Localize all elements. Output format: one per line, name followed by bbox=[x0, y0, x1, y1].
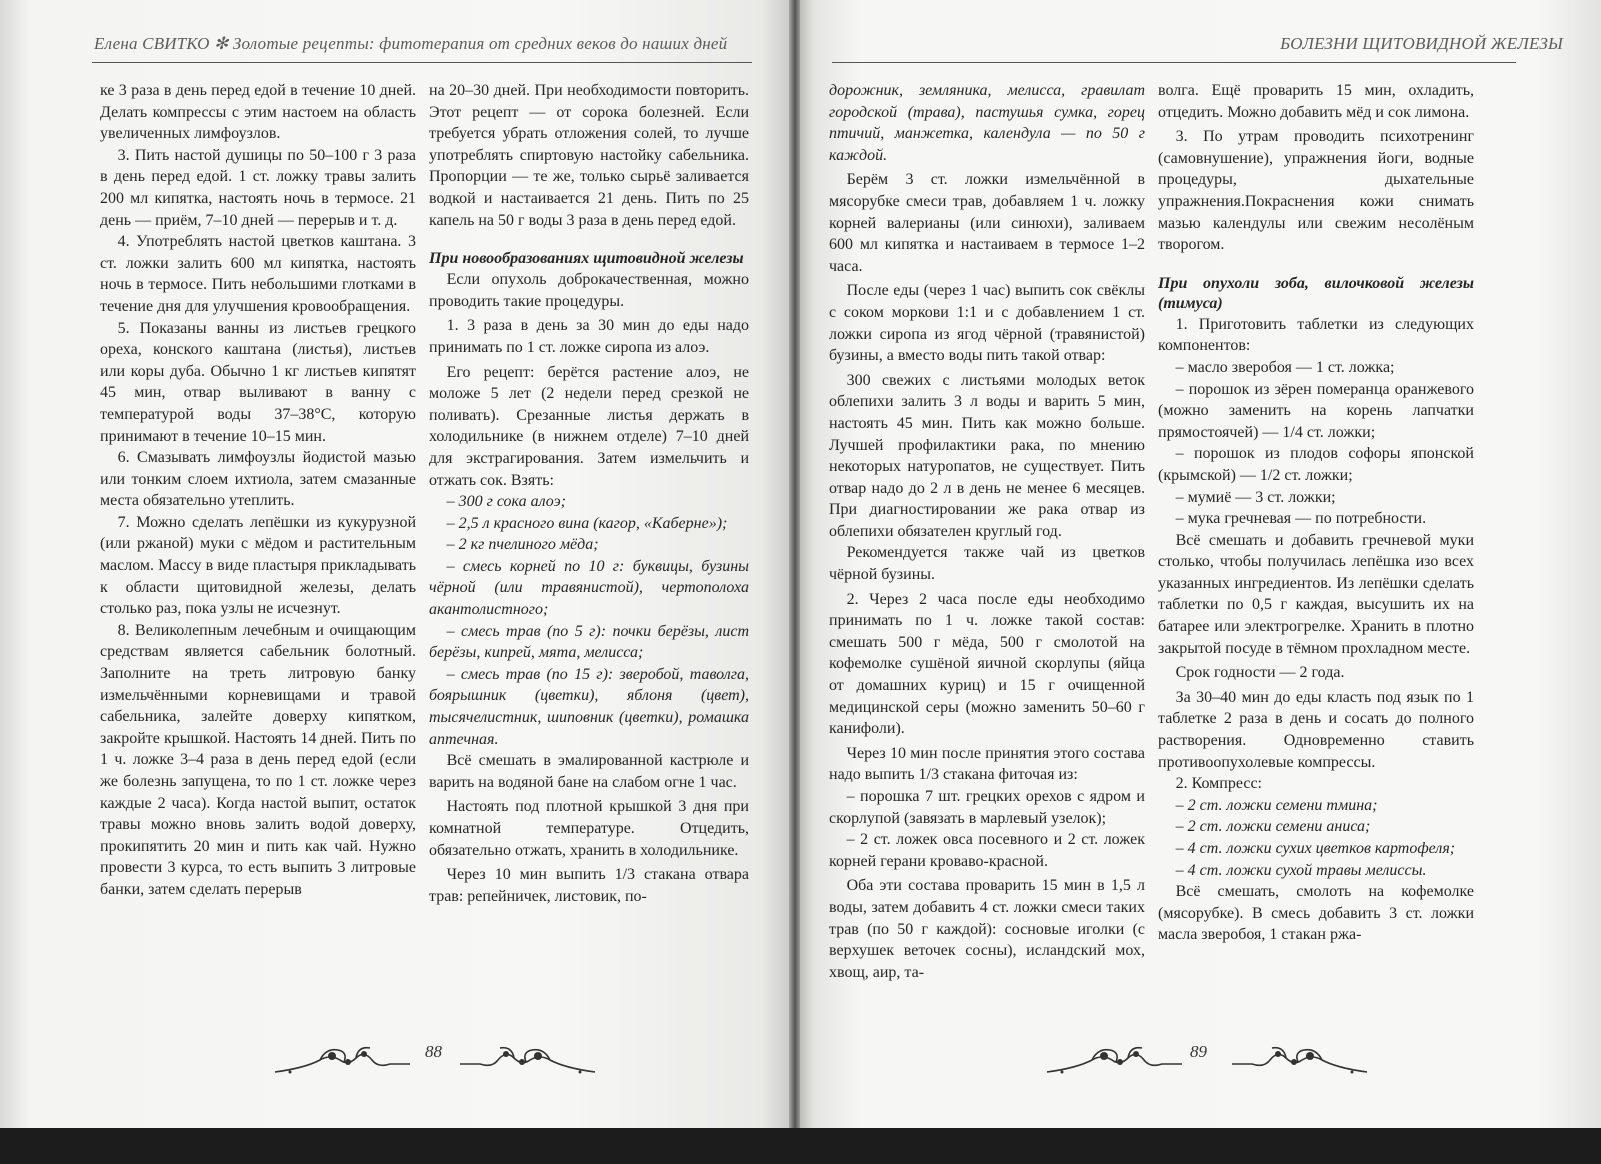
paragraph: Всё смешать, смолоть на кофемолке (мясорубке). В смесь добавить 3 ст. ложки масла зверобоя, 1 стакан ржа- bbox=[1158, 883, 1474, 944]
paragraph: Всё смешать и добавить гречневой муки столько, чтобы получилась лепёшка изо всех указанных ингредиентов. Из лепёшки сделать таблетки по 0,5 г каждая, высушить их на батарее или электрогрелке. Хранить в плотно закрытой посуде в тёмном прохладном месте. bbox=[1158, 531, 1474, 657]
paragraph: – 2 ст. ложек овса посевного и 2 ст. ложек корней герани кроваво-красной. bbox=[829, 831, 1145, 870]
paragraph: Через 10 мин выпить 1/3 стакана отвара трав: репейничек, листовик, по- bbox=[429, 866, 749, 905]
paragraph: – порошка 7 шт. грецких орехов с ядром и скорлупой (завязать в марлевый узелок); bbox=[829, 788, 1145, 827]
paragraph: – порошок из зёрен померанца оранжевого (можно заменить на корень лапчатки прямостоячей) — 1/4 ст. ложки; bbox=[1158, 380, 1474, 441]
paragraph: Настоять под плотной крышкой 3 дня при комнатной температуре. Отцедить, обязательно отжать, хранить в холодильнике. bbox=[429, 798, 749, 859]
paragraph: на 20–30 дней. При необходимости повторить. Этот рецепт — от сорока болезней. Если требуется убрать отложения солей, то лучше употреблять спиртовую настойку сабельника. Пропорции — те же, только сырьё заливается водкой и настаивается 21 день. Пить по 25 капель на 50 г воды 3 раза в день перед едой. bbox=[429, 82, 749, 229]
paragraph: Всё смешать в эмалированной кастрюле и варить на водяной бане на слабом огне 1 час. bbox=[429, 752, 749, 791]
page-number-right: 89 bbox=[1190, 1042, 1207, 1061]
paragraph: – 2,5 л красного вина (кагор, «Каберне»); bbox=[446, 514, 728, 532]
left-page bbox=[0, 0, 793, 1128]
paragraph: – смесь трав (по 15 г): зверобой, таволга, боярышник (цветки), яблоня (цвет), тысячелистник, шиповник (цветки), ромашка аптечная. bbox=[429, 665, 749, 748]
paragraph: 6. Смазывать лимфоузлы йодистой мазью или тонким слоем ихтиола, затем смазанные места обязательно утеплить. bbox=[100, 449, 416, 510]
text-column-1 bbox=[100, 80, 416, 901]
paragraph: – 2 ст. ложки семени аниса; bbox=[1175, 818, 1371, 836]
paragraph: Через 10 мин после принятия этого состава надо выпить 1/3 стакана фиточая из: bbox=[829, 744, 1145, 784]
paragraph: – смесь трав (по 5 г): почки берёзы, лист берёзы, кипрей, мята, мелисса; bbox=[429, 622, 749, 662]
paragraph: ке 3 раза в день перед едой в течение 10 дней. Делать компрессы с этим настоем на область увеличенных лимфоузлов. bbox=[100, 82, 416, 143]
paragraph: Его рецепт: берётся растение алоэ, не моложе 5 лет (2 недели перед срезкой не поливать). Срезанные листья держать в холодильнике (в нижнем отделе) 7–10 дней для экстрагирования. Затем измельчить и отжать сок. Взять: bbox=[429, 363, 749, 489]
running-header-right: БОЛЕЗНИ ЩИТОВИДНОЙ ЖЕЛЕЗЫ bbox=[1280, 34, 1563, 53]
folio-ornament-right bbox=[1032, 1038, 1382, 1088]
paragraph: – 4 ст. ложки сухих цветков картофеля; bbox=[1175, 840, 1456, 857]
paragraph: 300 свежих с листьями молодых веток облепихи залить 3 л воды и варить 5 мин, настоять 45 мин. Пить как можно больше. Лучшей профилактики рака, по мнению некоторых натуропатов, не существует. Пить отвар надо до 2 л в день не менее 6 месяцев. При диагностировании же рака отвар из облепихи обязателен круглый год. bbox=[829, 371, 1145, 540]
paragraph: 3. По утрам проводить психотренинг (самовнушение), упражнения йоги, водные процедуры, дыхательные упражнения.Покраснения кожи снимать мазью календулы или свежим несолёным творогом. bbox=[1158, 128, 1474, 254]
header-rule bbox=[832, 62, 1516, 63]
paragraph: – смесь корней по 10 г: буквицы, бузины чёрной (или травянистой), чертополоха акантолистного; bbox=[429, 557, 749, 619]
paragraph: Срок годности — 2 года. bbox=[1175, 664, 1345, 682]
paragraph: 7. Можно сделать лепёшки из кукурузной (или ржаной) муки с мёдом и растительным маслом. Массу в виде пластыря прикладывать к области щитовидной железы, делать столько раз, пока узлы не исчезнут. bbox=[100, 513, 416, 618]
paragraph: 8. Великолепным лечебным и очищающим средствам является сабельник болотный. Заполните на треть литровую банку измельчёнными корневищами и травой сабельника, залейте доверху кипятком, закройте крышкой. Настоять 14 дней. Пить по 1 ч. ложке 3–4 раза в день перед едой (если же болезнь запущена, то по 1 ст. ложке через каждые 2 часа). Когда настой выпит, остаток травы можно вновь залить водой доверху, прокипятить 20 мин и пить как чай. Нужно провести 3 курса, то есть выпить 3 литровые банки, затем сделать перерыв bbox=[100, 621, 416, 898]
paragraph: – 2 ст. ложки семени тмина; bbox=[1175, 796, 1378, 814]
section-heading: При новообразованиях щитовидной железы bbox=[429, 250, 744, 268]
running-header-left: Елена СВИТКО ✻ Золотые рецепты: фитотерапия от средних веков до наших дней bbox=[94, 34, 728, 53]
paragraph: 4. Употреблять настой цветков каштана. 3 ст. ложки залить 600 мл кипятка, настоять ночь в термосе. Пить небольшими глотками в течение дня для улучшения кровообращения. bbox=[100, 233, 416, 315]
paragraph: После еды (через 1 час) выпить сок свёклы с соком моркови 1:1 и с добавлением 1 ст. ложки сиропа из ягод чёрной (травянистой) бузины, а вместо воды пить такой отвар: bbox=[829, 282, 1145, 365]
text-column-2 bbox=[429, 80, 749, 907]
text-column-3 bbox=[829, 80, 1145, 983]
paragraph: – масло зверобоя — 1 ст. ложка; bbox=[1175, 358, 1395, 376]
paragraph: – 2 кг пчелиного мёда; bbox=[446, 536, 599, 554]
paragraph: 2. Компресс: bbox=[1175, 775, 1262, 793]
paragraph: 1. 3 раза в день за 30 мин до еды надо принимать по 1 ст. ложке сиропа из алоэ. bbox=[429, 317, 749, 356]
paragraph: – 4 ст. ложки сухой травы мелиссы. bbox=[1175, 861, 1427, 879]
paragraph: волга. Ещё проварить 15 мин, охладить, отцедить. Можно добавить мёд и сок лимона. bbox=[1158, 82, 1474, 121]
paragraph: 2. Через 2 часа после еды необходимо принимать по 1 ч. ложке такой состав: смешать 500 г мёда, 500 г смолотой на кофемолке сушёной яичной скорлупы (яйца от домашних куриц) и 15 г очищенной медицинской серы (можно заменить 50–60 г канифоли). bbox=[829, 590, 1145, 738]
section-heading: При опухоли зоба, вилочковой железы (тимуса) bbox=[1158, 274, 1474, 312]
paragraph: За 30–40 мин до еды класть под язык по 1 таблетке 2 раза в день и сосать до полного растворения. Одновременно ставить противоопухолевые компрессы. bbox=[1158, 688, 1474, 771]
paragraph: – мумиё — 3 ст. ложки; bbox=[1175, 488, 1336, 506]
paragraph: 1. Приготовить таблетки из следующих компонентов: bbox=[1158, 315, 1474, 355]
header-rule bbox=[92, 62, 752, 63]
paragraph: Если опухоль доброкачественная, можно проводить такие процедуры. bbox=[429, 271, 749, 310]
paragraph: Берём 3 ст. ложки измельчённой в мясорубке смеси трав, добавляем 1 ч. ложку корней валерианы (или синюхи), заливаем 600 мл кипятка и настаиваем в термосе 1–2 часа. bbox=[829, 171, 1145, 275]
scroll-ornament-icon bbox=[1032, 1038, 1382, 1088]
right-page bbox=[800, 0, 1601, 1128]
paragraph: – порошок из плодов софоры японской (крымской) — 1/2 ст. ложки; bbox=[1158, 445, 1474, 484]
folio-ornament-left bbox=[260, 1038, 610, 1088]
text-column-4 bbox=[1158, 80, 1474, 946]
background-strip bbox=[0, 1128, 1601, 1164]
paragraph: – 300 г сока алоэ; bbox=[446, 493, 566, 511]
paragraph: 5. Показаны ванны из листьев грецкого ореха, конского каштана (листья), листьев или коры дуба. Обычно 1 кг листьев кипятят 45 мин, отвар выливают в ванну с температурой воды 37–38°С, которую принимают в течение 10–15 мин. bbox=[100, 319, 416, 445]
paragraph: Рекомендуется также чай из цветков чёрной бузины. bbox=[829, 544, 1145, 584]
paragraph: Оба эти состава проварить 15 мин в 1,5 л воды, затем добавить 4 ст. ложки смеси таких трав (по 50 г каждой): сосновые иголки (с верхушек веточек сосны), исландский мох, хвощ, аир, та- bbox=[829, 877, 1145, 981]
paragraph: дорожник, земляника, мелисса, гравилат городской (трава), пастушья сумка, горец птичий, манжетка, календула — по 50 г каждой. bbox=[829, 82, 1145, 164]
paragraph: – мука гречневая — по потребности. bbox=[1175, 510, 1427, 528]
page-number-left: 88 bbox=[425, 1042, 442, 1061]
paragraph: 3. Пить настой душицы по 50–100 г 3 раза в день перед едой. 1 ст. ложку травы залить 200 мл кипятка, настоять ночь в термосе. 21 день — приём, 7–10 дней — перерыв и т. д. bbox=[100, 146, 416, 229]
